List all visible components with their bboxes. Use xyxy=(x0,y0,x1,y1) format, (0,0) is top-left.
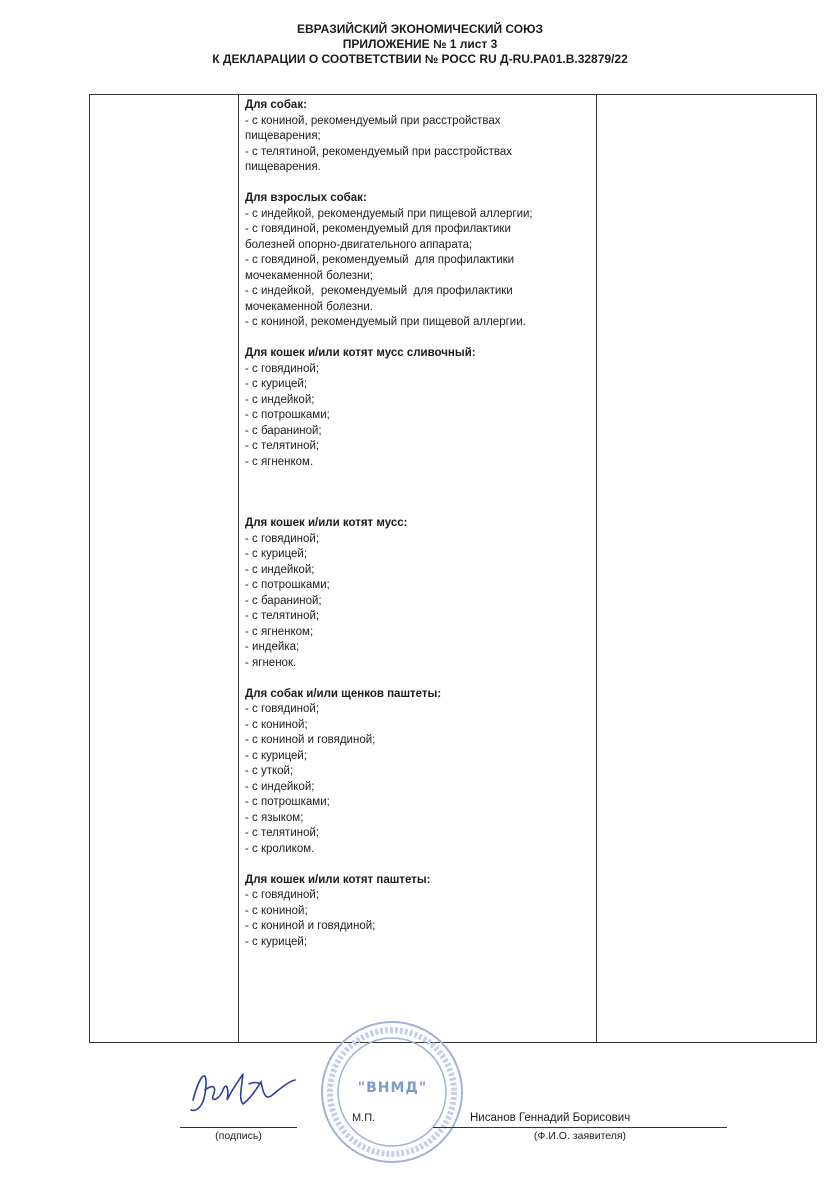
applicant-name-caption: (Ф.И.О. заявителя) xyxy=(533,1130,627,1142)
list-item: - ягненок. xyxy=(245,656,297,669)
list-item: - с телятиной; xyxy=(245,610,320,622)
list-item: - с говядиной, рекомендуемый для профилактики болезней опорно-двигательного аппарата; xyxy=(245,223,511,251)
product-list xyxy=(245,98,590,966)
list-item: - с курицей; xyxy=(245,548,308,560)
document-header xyxy=(0,22,840,67)
list-item: - с индейкой, рекомендуемый при пищевой аллергии; xyxy=(245,207,533,220)
column-divider-right xyxy=(596,95,597,1042)
handwritten-signature xyxy=(183,1060,303,1120)
list-item: - индейка; xyxy=(245,641,300,653)
list-item: - с индейкой, рекомендуемый для профилактики мочекаменной болезни. xyxy=(245,285,513,313)
section-cats-pate xyxy=(245,873,590,951)
list-item: - с индейкой; xyxy=(245,780,315,793)
section-title: Для кошек и/или котят мусс: xyxy=(245,517,408,529)
list-item: - с ягненком. xyxy=(245,455,314,468)
list-item: - с курицей; xyxy=(245,749,308,762)
list-item: - с бараниной; xyxy=(245,594,322,607)
section-title: Для собак и/или щенков паштеты: xyxy=(245,687,442,700)
stamp-place-label: М.П. xyxy=(352,1112,376,1124)
list-item: - с языком; xyxy=(245,811,304,824)
list-item: - с курицей; xyxy=(245,935,308,948)
section-cats-mousse xyxy=(245,516,590,671)
list-item: - с говядиной; xyxy=(245,362,320,375)
section-title: Для кошек и/или котят мусс сливочный: xyxy=(245,347,476,359)
list-item: - с телятиной; xyxy=(245,440,320,452)
section-dogs-pate xyxy=(245,687,590,858)
list-item: - с кроликом. xyxy=(245,842,315,855)
list-item: - с потрошками; xyxy=(245,579,330,591)
list-item: - с индейкой; xyxy=(245,393,315,406)
signature-caption: (подпись) xyxy=(215,1130,262,1142)
list-item: - с говядиной; xyxy=(245,703,320,715)
list-item: - с бараниной; xyxy=(245,424,322,437)
column-divider-left xyxy=(238,95,239,1042)
list-item: - с уткой; xyxy=(245,765,294,777)
list-item: - с потрошками; xyxy=(245,409,330,421)
section-title: Для взрослых собак: xyxy=(245,192,367,204)
list-item: - с кониной, рекомендуемый при пищевой аллергии. xyxy=(245,316,526,328)
list-item: - с телятиной; xyxy=(245,827,320,839)
applicant-name-line xyxy=(433,1127,727,1128)
header-appendix-title: ПРИЛОЖЕНИЕ № 1 лист 3 xyxy=(342,37,498,51)
stamp-name: "ВНМД" xyxy=(357,1080,428,1096)
applicant-name: Нисанов Геннадий Борисович xyxy=(470,1112,631,1124)
list-item: - с ягненком; xyxy=(245,625,314,638)
header-declaration-number: К ДЕКЛАРАЦИИ О СООТВЕТСТВИИ № РОСС RU Д-RU.PA01.B.32879/22 xyxy=(212,52,628,66)
section-title: Для собак: xyxy=(245,99,307,111)
section-title: Для кошек и/или котят паштеты: xyxy=(245,873,431,886)
list-item: - с говядиной; xyxy=(245,889,320,901)
section-dogs xyxy=(245,98,590,176)
list-item: - с телятиной, рекомендуемый при расстройствах пищеварения. xyxy=(245,145,512,173)
list-item: - с кониной, рекомендуемый при расстройствах пищеварения; xyxy=(245,114,501,142)
list-item: - с говядиной, рекомендуемый для профилактики мочекаменной болезни; xyxy=(245,254,515,282)
list-item: - с потрошками; xyxy=(245,796,330,808)
list-item: - с кониной; xyxy=(245,718,308,731)
list-item: - с кониной и говядиной; xyxy=(245,920,376,932)
header-union-title: ЕВРАЗИЙСКИЙ ЭКОНОМИЧЕСКИЙ СОЮЗ xyxy=(296,22,544,36)
list-item: - с кониной; xyxy=(245,904,308,917)
list-item: - с кониной и говядиной; xyxy=(245,734,376,746)
signature-line xyxy=(180,1127,297,1128)
list-item: - с курицей; xyxy=(245,378,308,390)
section-cats-cream-mousse xyxy=(245,346,590,470)
list-item: - с говядиной; xyxy=(245,532,320,545)
section-adult-dogs xyxy=(245,191,590,331)
list-item: - с индейкой; xyxy=(245,563,315,576)
